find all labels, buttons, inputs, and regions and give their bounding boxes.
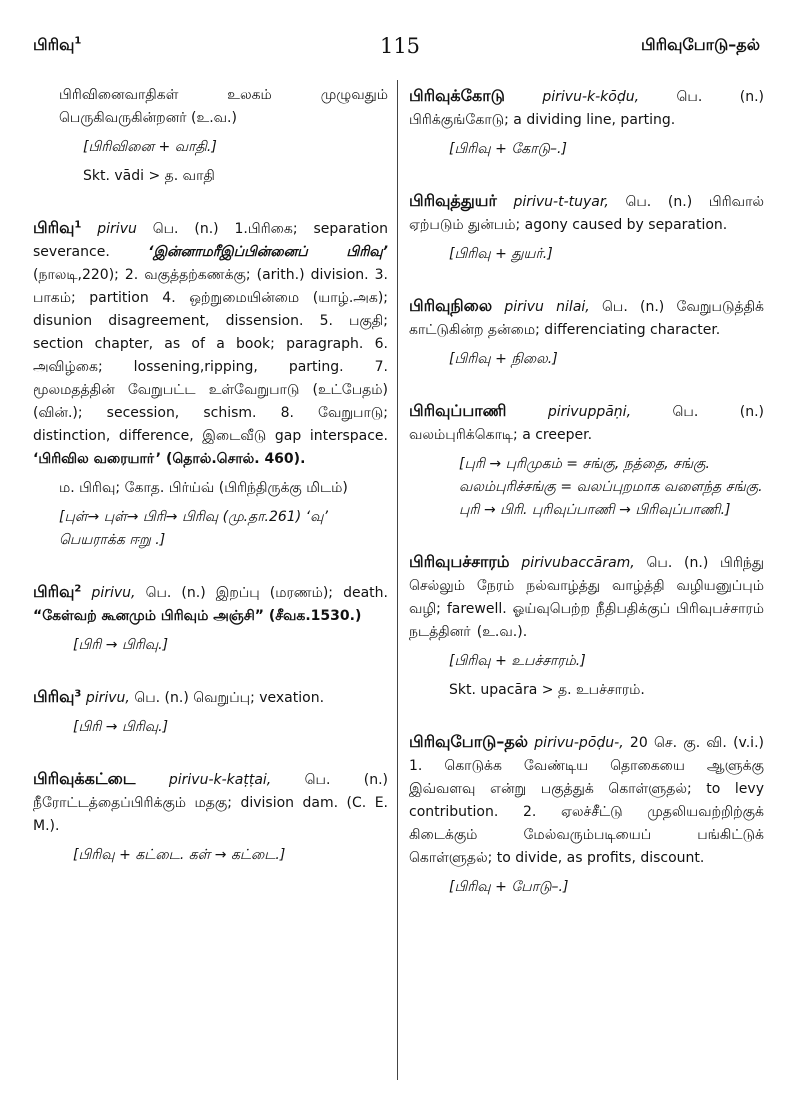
sanskrit-origin: Skt. upacāra > த. உபச்சாரம்.	[449, 682, 645, 698]
quotation: ‘இன்னாமரீஇப்பின்னைப் பிரிவு’	[148, 244, 388, 260]
entry-pirivupodutal	[409, 730, 764, 870]
headword-sup: 1	[74, 219, 82, 231]
cognates: ம. பிரிவு; கோத. பிர்ய்வ் (பிரிந்திருக்கு மிடம்)	[59, 480, 348, 496]
headword-sup: 3	[74, 688, 82, 700]
transliteration: pirivu-pōḍu-,	[534, 735, 624, 751]
definition: பெ. (n.) 1.பிரிகை; separation severance.	[33, 221, 389, 260]
entry-pirivu-3	[33, 685, 388, 710]
definition: 20 செ. கு. வி. (v.i.) 1. கொடுக்க வேண்டிய தொகையை ஆளுக்கு இவ்வளவு என்று பகுத்துக் கொள்ளுதல்; to levy contribution. 2. ஏலச்சீட்டு முதலியவற்றிற்குக் கிடைக்கும் மேல்வரும்படியைப் பங்கிட்டுக் கொள்ளுதல்; to divide, as profits, discount.	[409, 735, 764, 866]
page-header	[0, 0, 800, 70]
entry-pirivukkodu	[409, 84, 764, 132]
entry-pirivuttuyar	[409, 189, 764, 237]
transliteration: pirivu-t-tuyar,	[513, 194, 609, 210]
header-right-guideword: பிரிவுபோடு–தல்	[640, 35, 760, 54]
entry-pirivubaccaram	[409, 550, 764, 644]
column-divider	[397, 80, 398, 1080]
definition: பெ. (n.) இறப்பு (மரணம்); death.	[145, 585, 388, 601]
headword: பிரிவுப்பாணி	[409, 401, 507, 420]
headword: பிரிவுநிலை	[409, 296, 493, 315]
entry-pirivu-2	[33, 580, 388, 628]
continued-text: பிரிவினைவாதிகள் உலகம் முழுவதும் பெருகிவருகின்றனர் (உ.வ.)	[59, 87, 388, 126]
definition: (நாலடி,220); 2. வகுத்தற்கணக்கு; (arith.) division. 3. பாகம்; partition 4. ஒற்றுமையின்மை (யாழ்.அக); disunion disagreement, dissension. 5. பகுதி; section chapter, as of a book; paragraph. 6. அவிழ்கை; lossening,ripping, parting. 7. மூலமதத்தின் வேறுபட்ட உள்வேறுபாடு (உட்பேதம்) (வின்.); secession, schism. 8. வேறுபாடு; distinction, difference, இடைவீடு gap interspace.	[33, 267, 388, 444]
etymology: [பிரிவு + துயர்.]	[449, 246, 553, 262]
headword: பிரிவுபச்சாரம்	[409, 552, 510, 571]
etymology: [பிரிவு + கோடு–.]	[449, 141, 567, 157]
definition: பெ. (n.) நீரோட்டத்தைப்பிரிக்கும் மதகு; division dam. (C. E. M.).	[33, 772, 389, 834]
transliteration: pirivuppāṇi,	[547, 404, 632, 420]
transliteration: pirivu-k-kōḍu,	[542, 89, 640, 105]
transliteration: pirivubaccāram,	[521, 555, 635, 571]
etymology: [பிரிவு + போடு–.]	[449, 879, 569, 895]
definition: பெ. (n.) வேறுபடுத்திக் காட்டுகின்ற தன்மை; differenciating character.	[409, 299, 764, 338]
definition: பெ. (n.) பிரிந்து செல்லும் நேரம் நல்வாழ்த்து வாழ்த்தி வழியனுப்பும் வழி; farewell. ஓய்வுபெற்ற நீதிபதிக்குப் பிரிவுபச்சாரம் நடத்தினா் (உ.வ.).	[409, 555, 765, 640]
definition: பெ. (n.) வெறுப்பு; vexation.	[134, 690, 325, 706]
entry-pirivukkattai	[33, 767, 388, 838]
etymology: [பிரி → பிரிவு.]	[73, 719, 169, 735]
headword: பிரிவுத்துயர்	[409, 191, 497, 210]
continued-sanskrit: Skt. vādi > த. வாதி	[83, 168, 215, 184]
etymology: [பிரி → பிரிவு.]	[73, 637, 169, 653]
headword: பிரிவுக்கட்டை	[33, 769, 136, 788]
transliteration: pirivu nilai,	[504, 299, 590, 315]
etymology: [பிரிவு + நிலை.]	[449, 351, 558, 367]
right-column	[409, 84, 764, 905]
header-left-sup: 1	[74, 35, 82, 47]
definition: பெ. (n.) பிரிக்குங்கோடு; a dividing line, parting.	[409, 89, 764, 128]
left-column	[33, 84, 388, 873]
headword: பிரிவுக்கோடு	[409, 86, 505, 105]
etymology: [புரி → புரிமுகம் = சங்கு, நத்தை, சங்கு. வலம்புரிச்சங்கு = வலப்புறமாக வளைந்த சங்கு. புரி → பிரி. புரிவுப்பாணி → பிரிவுப்பாணி.]	[459, 456, 763, 518]
quotation: “கேள்வற் கூனமும் பிரிவும் அஞ்சி” (சீவக.1530.)	[33, 608, 362, 624]
entry-pirivu-1	[33, 216, 388, 471]
transliteration: pirivu	[97, 221, 137, 237]
etymology: [பிரிவு + உபச்சாரம்.]	[449, 653, 586, 669]
entry-pirivunilai	[409, 294, 764, 342]
header-left-word: பிரிவு	[33, 35, 75, 54]
quotation: ‘பிரிவில வரையாா்’ (தொல்.சொல். 460).	[33, 451, 306, 467]
definition: பெ. (n.) பிரிவால் ஏற்படும் துன்பம்; agony caused by separation.	[409, 194, 764, 233]
page-number: 115	[379, 34, 421, 58]
continued-etymology: [பிரிவினை + வாதி.]	[83, 139, 217, 155]
headword: பிரிவு	[33, 582, 75, 601]
headword-sup: 2	[74, 583, 82, 595]
transliteration: pirivu-k-kaṭṭai,	[168, 772, 272, 788]
transliteration: pirivu,	[91, 585, 136, 601]
definition: பெ. (n.) வலம்புரிக்கொடி; a creeper.	[409, 404, 765, 443]
etymology: [புள்→ புள்→ பிரி→ பிரிவு (மு.தா.261) ‘வு’ பெயராக்க ஈறு .]	[59, 509, 328, 548]
entry-pirivuppani	[409, 399, 764, 447]
headword: பிரிவு	[33, 687, 75, 706]
etymology: [பிரிவு + கட்டை. கள் → கட்டை.]	[73, 847, 286, 863]
transliteration: pirivu,	[85, 690, 130, 706]
headword: பிரிவு	[33, 218, 75, 237]
headword: பிரிவுபோடு–தல்	[409, 732, 529, 751]
